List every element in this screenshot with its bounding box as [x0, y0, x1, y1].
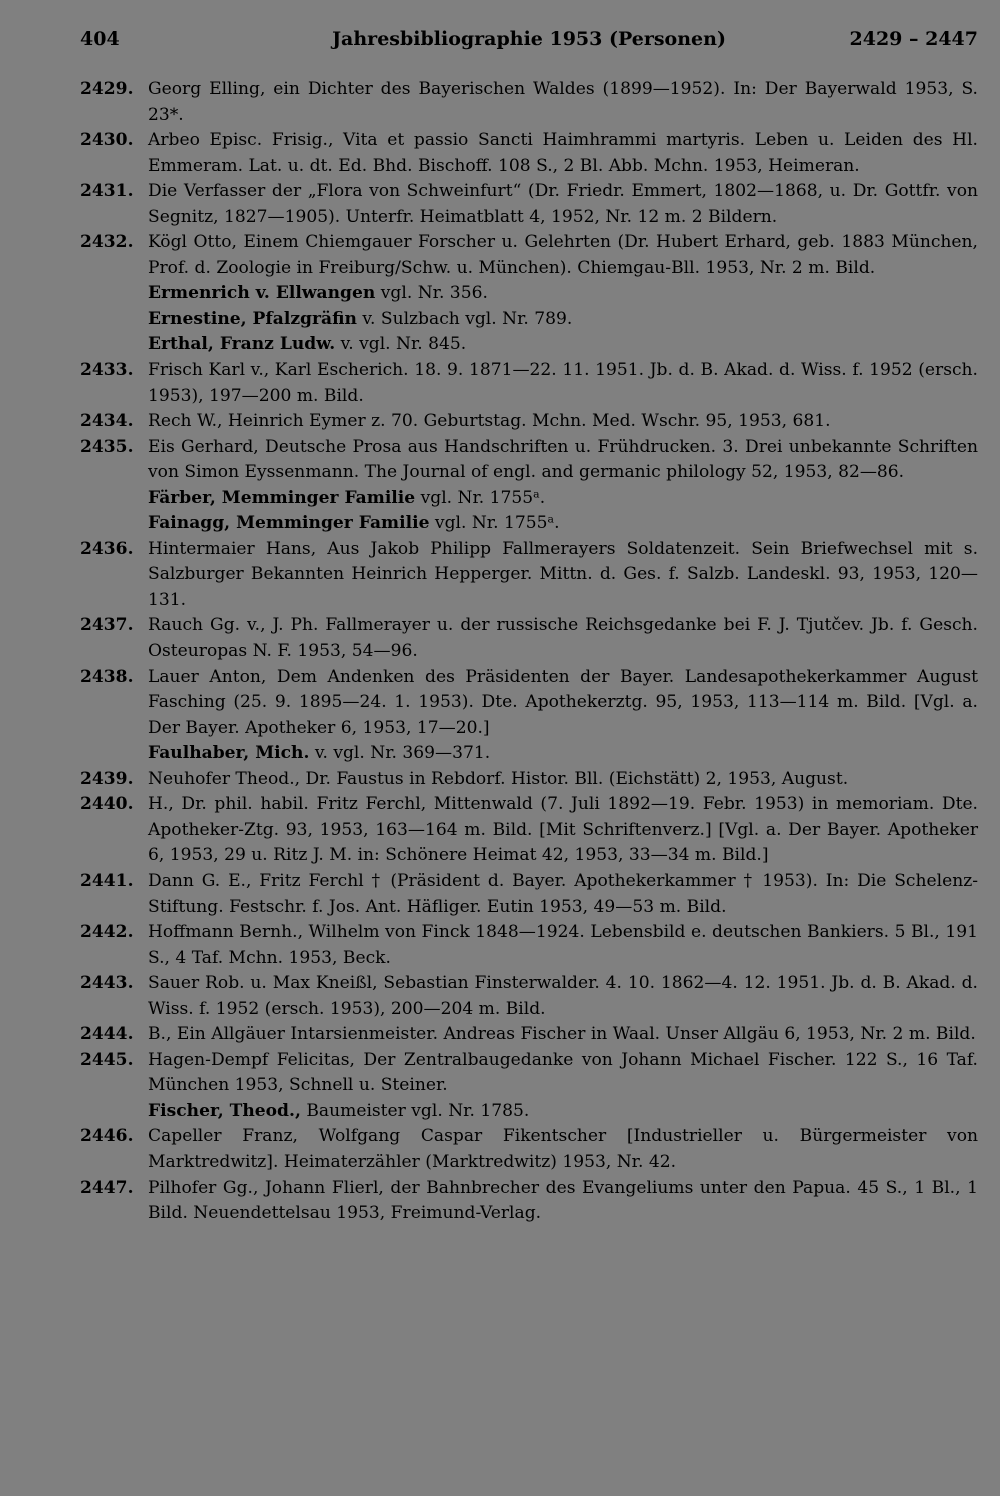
entry-text: Lauer Anton, Dem Andenken des Präsidenten der Bayer. Landesapothekerkammer August Fasching (25. 9. 1895—24. 1. 1953). Dte. Apothekerztg. 95, 1953, 113—114 m. Bild. [Vgl. a. Der Bayer. Apotheker 6, 1953, 17—20.]	[148, 666, 978, 738]
entry-number: 2429.	[80, 79, 134, 99]
cross-reference	[80, 307, 978, 333]
bibliography-entry	[80, 1022, 978, 1048]
entry-text: Kögl Otto, Einem Chiemgauer Forscher u. Gelehrten (Dr. Hubert Erhard, geb. 1883 München, Prof. d. Zoologie in Freiburg/Schw. u. München). Chiemgau-Bll. 1953, Nr. 2 m. Bild.	[148, 232, 978, 278]
entry-number: 2439.	[80, 768, 134, 789]
entry-number: 2432.	[80, 232, 134, 253]
entry-text: Hoffmann Bernh., Wilhelm von Finck 1848—1924. Lebensbild e. deutschen Bankiers. 5 Bl., 191 S., 4 Taf. Mchn. 1953, Beck.	[148, 922, 978, 968]
entry-text: Hagen-Dempf Felicitas, Der Zentralbaugedanke von Johann Michael Fischer. 122 S., 16 Taf. München 1953, Schnell u. Steiner.	[148, 1049, 978, 1096]
cross-reference-target: Baumeister vgl. Nr. 1785.	[300, 1100, 530, 1121]
entry-number: 2431.	[80, 181, 134, 202]
entry-number: 2441.	[80, 870, 134, 891]
cross-reference	[80, 1099, 978, 1125]
bibliography-entry	[80, 128, 978, 179]
cross-reference-title: Fainagg, Memminger Familie	[148, 513, 430, 534]
bibliography-entry	[80, 920, 978, 971]
cross-reference-target: v. vgl. Nr. 369—371.	[309, 743, 491, 764]
bibliography-entry	[80, 1176, 978, 1227]
entry-number: 2433.	[80, 360, 134, 381]
entry-text: Georg Elling, ein Dichter des Bayerischen Waldes (1899—1952). In: Der Bayerwald 1953, S. 23*.	[148, 79, 978, 125]
entry-number: 2436.	[80, 538, 134, 559]
bibliography-entry	[80, 77, 978, 128]
entry-text: Frisch Karl v., Karl Escherich. 18. 9. 1871—22. 11. 1951. Jb. d. B. Akad. d. Wiss. f. 1952 (ersch. 1953), 197—200 m. Bild.	[148, 360, 978, 406]
entry-text: H., Dr. phil. habil. Fritz Ferchl, Mittenwald (7. Juli 1892—19. Febr. 1953) in memoriam. Dte. Apotheker-Ztg. 93, 1953, 163—164 m. Bild. [Mit Schriftenverz.] [Vgl. a. Der Bayer. Apotheker 6, 1953, 29 u. Ritz J. M. in: Schönere Heimat 42, 1953, 33—34 m. Bild.]	[148, 794, 978, 866]
bibliography-entry	[80, 179, 978, 230]
bibliography-entry	[80, 230, 978, 281]
entry-text: Arbeo Episc. Frisig., Vita et passio Sancti Haimhrammi martyris. Leben u. Leiden des Hl. Emmeram. Lat. u. dt. Ed. Bhd. Bischoff. 108 S., 2 Bl. Abb. Mchn. 1953, Heimeran.	[148, 130, 978, 176]
entry-text: Sauer Rob. u. Max Kneißl, Sebastian Finsterwalder. 4. 10. 1862—4. 12. 1951. Jb. d. B. Akad. d. Wiss. f. 1952 (ersch. 1953), 200—204 m. Bild.	[148, 973, 978, 1019]
entry-number: 2443.	[80, 973, 134, 994]
cross-reference-target: vgl. Nr. 356.	[375, 283, 488, 304]
cross-reference-target: vgl. Nr. 1755ᵃ.	[415, 487, 546, 508]
entry-text: Rauch Gg. v., J. Ph. Fallmerayer u. der russische Reichsgedanke bei F. J. Tjutčev. Jb. f. Gesch. Osteuropas N. F. 1953, 54—96.	[148, 615, 978, 662]
cross-reference-title: Fischer, Theod.,	[148, 1100, 301, 1121]
running-title: Jahresbibliographie 1953 (Personen)	[332, 28, 726, 50]
bibliography-entry	[80, 971, 978, 1022]
entry-number: 2430.	[80, 130, 134, 151]
cross-reference	[80, 741, 978, 767]
bibliography-entry	[80, 409, 978, 435]
entry-text: B., Ein Allgäuer Intarsienmeister. Andreas Fischer in Waal. Unser Allgäu 6, 1953, Nr. 2 m. Bild.	[148, 1024, 976, 1045]
cross-reference-target: vgl. Nr. 1755ᵃ.	[429, 513, 560, 534]
entry-text: Pilhofer Gg., Johann Flierl, der Bahnbrecher des Evangeliums unter den Papua. 45 S., 1 Bl., 1 Bild. Neuendettelsau 1953, Freimund-Verlag.	[148, 1177, 978, 1224]
cross-reference-title: Ermenrich v. Ellwangen	[148, 283, 376, 304]
entry-number: 2435.	[80, 436, 134, 457]
entry-text: Capeller Franz, Wolfgang Caspar Fikentscher [Industrieller u. Bürgermeister von Marktredwitz]. Heimaterzähler (Marktredwitz) 1953, Nr. 42.	[148, 1126, 978, 1172]
cross-reference	[80, 332, 978, 358]
entry-number: 2447.	[80, 1177, 134, 1198]
entry-number: 2444.	[80, 1024, 134, 1045]
entry-number: 2445.	[80, 1049, 134, 1070]
bibliography-entry	[80, 792, 978, 869]
page-header	[80, 28, 978, 58]
bibliography-entries	[80, 77, 978, 1227]
cross-reference	[80, 281, 978, 307]
page-number: 404	[80, 28, 120, 50]
bibliography-entry	[80, 358, 978, 409]
entry-text: Die Verfasser der „Flora von Schweinfurt“ (Dr. Friedr. Emmert, 1802—1868, u. Dr. Gottfr. von Segnitz, 1827—1905). Unterfr. Heimatblatt 4, 1952, Nr. 12 m. 2 Bildern.	[148, 181, 978, 227]
bibliography-entry	[80, 1124, 978, 1175]
entry-number: 2442.	[80, 922, 134, 943]
entry-number: 2440.	[80, 794, 134, 815]
cross-reference	[80, 486, 978, 512]
bibliography-entry	[80, 537, 978, 614]
bibliography-entry	[80, 1048, 978, 1099]
cross-reference-title: Ernestine, Pfalzgräfin	[148, 308, 357, 329]
entry-text: Eis Gerhard, Deutsche Prosa aus Handschriften u. Frühdrucken. 3. Drei unbekannte Schriften von Simon Eyssenmann. The Journal of engl. and germanic philology 52, 1953, 82—86.	[148, 436, 978, 483]
bibliography-entry	[80, 435, 978, 486]
bibliography-entry	[80, 767, 978, 793]
cross-reference-target: v. vgl. Nr. 845.	[335, 334, 467, 355]
entry-number: 2434.	[80, 411, 134, 432]
entry-number: 2438.	[80, 666, 134, 687]
entry-number: 2437.	[80, 615, 134, 636]
entry-text: Neuhofer Theod., Dr. Faustus in Rebdorf. Histor. Bll. (Eichstätt) 2, 1953, August.	[148, 768, 849, 789]
entry-text: Hintermaier Hans, Aus Jakob Philipp Fallmerayers Soldatenzeit. Sein Briefwechsel mit s. Salzburger Bekannten Heinrich Hepperger. Mittn. d. Ges. f. Salzb. Landeskl. 93, 1953, 120—131.	[148, 538, 978, 610]
bibliography-entry	[80, 613, 978, 664]
cross-reference-target: v. Sulzbach vgl. Nr. 789.	[356, 308, 573, 329]
cross-reference-title: Erthal, Franz Ludw.	[148, 334, 336, 355]
cross-reference-title: Faulhaber, Mich.	[148, 743, 310, 764]
cross-reference	[80, 511, 978, 537]
cross-reference-title: Färber, Memminger Familie	[148, 487, 416, 508]
entry-range: 2429 – 2447	[849, 28, 978, 50]
bibliography-entry	[80, 869, 978, 920]
bibliography-entry	[80, 665, 978, 742]
entry-text: Dann G. E., Fritz Ferchl † (Präsident d. Bayer. Apothekerkammer † 1953). In: Die Schelenz-Stiftung. Festschr. f. Jos. Ant. Häfliger. Eutin 1953, 49—53 m. Bild.	[148, 870, 978, 917]
entry-text: Rech W., Heinrich Eymer z. 70. Geburtstag. Mchn. Med. Wschr. 95, 1953, 681.	[148, 411, 831, 432]
entry-number: 2446.	[80, 1126, 134, 1147]
